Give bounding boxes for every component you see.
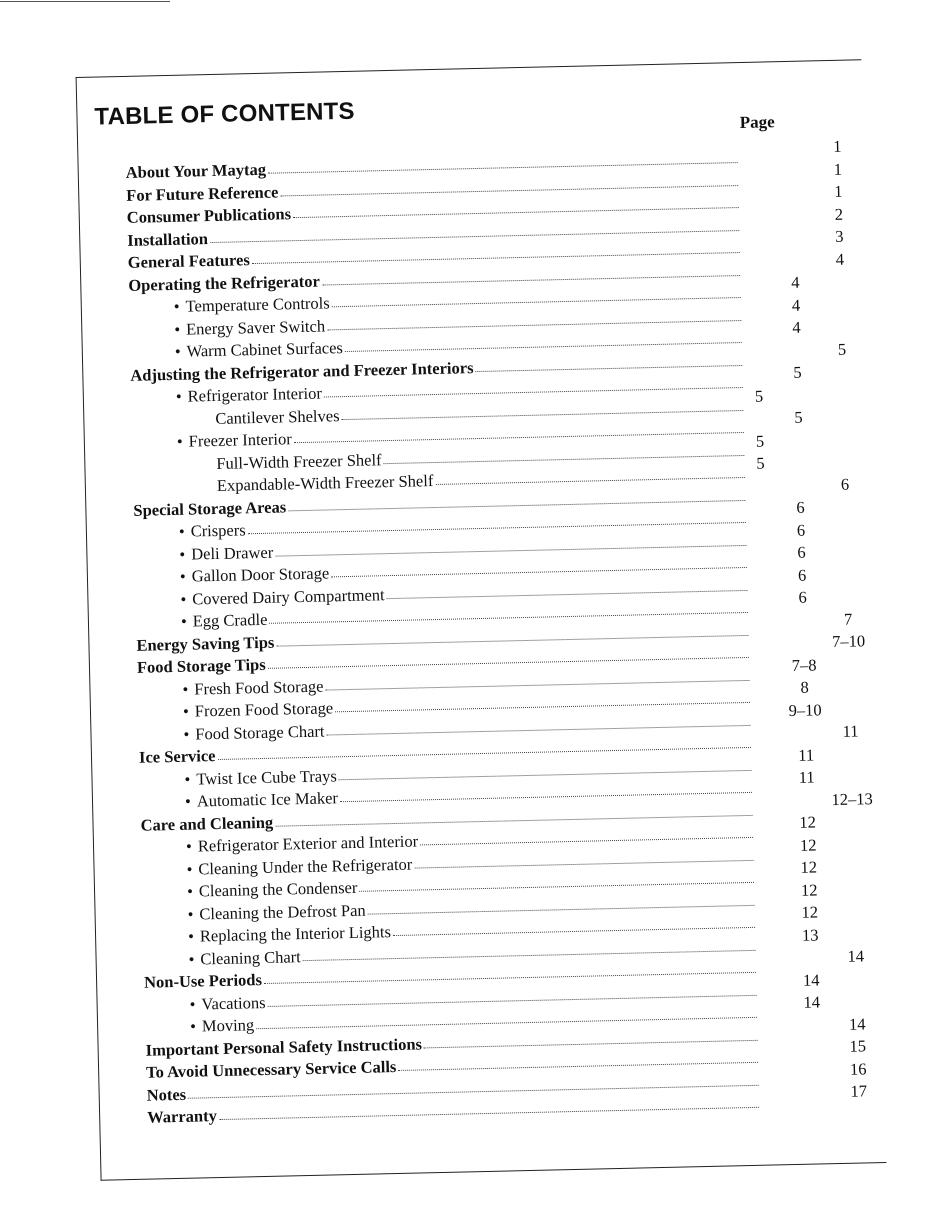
dot-leader [340, 791, 752, 802]
dot-leader [345, 341, 742, 352]
toc-entry-label: General Features [127, 250, 251, 272]
dot-leader [435, 476, 744, 485]
dot-leader [393, 926, 755, 936]
dot-leader [326, 678, 750, 690]
dot-leader [276, 633, 748, 646]
toc-entry-label: • Food Storage Chart [183, 721, 326, 744]
page-column-header: Page [739, 112, 775, 132]
toc-entry-page: 5 [754, 386, 764, 406]
toc-entry-page: 6 [840, 474, 850, 494]
toc-entry-label: Consumer Publications [126, 204, 292, 227]
toc-entry-label: Installation [127, 228, 209, 250]
dot-leader [398, 1061, 758, 1071]
toc-entry-label: Ice Service [138, 746, 216, 767]
toc-entry-label: Full-Width Freezer Shelf [216, 449, 382, 473]
toc-entry-label: Food Storage Tips [136, 654, 266, 677]
dot-leader [339, 768, 752, 779]
dot-leader [268, 656, 749, 669]
toc-entry-label: Expandable-Width Freezer Shelf [216, 471, 434, 495]
dot-leader [331, 566, 747, 577]
toc-entry-page: 4 [835, 249, 845, 269]
dot-leader [387, 588, 748, 598]
toc-entry-label: Notes [146, 1084, 187, 1105]
dot-leader [384, 453, 745, 463]
dot-leader [424, 1038, 758, 1048]
toc-entry-label: • Egg Cradle [181, 610, 270, 632]
toc-entry-page: 14 [847, 946, 865, 966]
toc-entry-page: 13 [801, 924, 819, 945]
toc-entry-label: Special Storage Areas [133, 496, 287, 520]
toc-entry-label: For Future Reference [126, 181, 279, 205]
dot-leader [280, 184, 738, 196]
toc-entry-page: 14 [803, 992, 821, 1012]
toc-list [125, 136, 873, 1130]
toc-entry-page: 12 [801, 902, 819, 922]
toc-entry-label: • Covered Dairy Compartment [180, 585, 387, 610]
dot-leader [268, 161, 738, 174]
toc-entry-label: Care and Cleaning [140, 812, 274, 835]
toc-entry-label: To Avoid Unnecessary Service Calls [145, 1057, 397, 1082]
toc-entry-label: • Twist Ice Cube Trays [184, 766, 339, 789]
toc-entry-page: 14 [802, 969, 820, 990]
toc-entry-label: • Moving [190, 1015, 256, 1036]
toc-entry-label: Cantilever Shelves [215, 405, 340, 428]
toc-entry-page: 12 [799, 834, 817, 855]
toc-entry-label: • Energy Saver Switch [174, 316, 327, 339]
dot-leader [275, 813, 752, 826]
dot-leader [342, 408, 744, 419]
toc-entry-label: • Temperature Controls [174, 293, 332, 317]
toc-entry-label: • Cleaning Chart [188, 947, 303, 970]
toc-entry-label: • Freezer Interior [177, 429, 294, 452]
dot-leader [327, 319, 741, 330]
toc-entry-page: 4 [792, 317, 801, 337]
toc-entry-page: 2 [834, 204, 844, 224]
dot-leader [420, 836, 753, 846]
toc-entry-label: • Vacations [189, 992, 267, 1014]
toc-entry-page: 11 [798, 767, 815, 787]
toc-entry-label: • Replacing the Interior Lights [188, 922, 393, 947]
toc-entry-label: Important Personal Safety Instructions [145, 1033, 423, 1060]
page-title: TABLE OF CONTENTS [94, 97, 356, 131]
toc-entry-page: 12–13 [831, 788, 873, 809]
toc-entry-label: Energy Saving Tips [136, 632, 275, 655]
toc-entry-label: Operating the Refrigerator [128, 271, 320, 295]
toc-entry-page: 6 [798, 587, 807, 607]
toc-entry-label: • Refrigerator Exterior and Interior [186, 831, 421, 856]
toc-entry-label: Non-Use Periods [143, 970, 263, 992]
toc-entry-label: • Gallon Door Storage [180, 563, 332, 586]
toc-entry-page: 7 [843, 609, 853, 629]
toc-entry-page: 6 [796, 497, 805, 517]
toc-entry-page: 1 [833, 136, 842, 156]
dot-leader [335, 701, 750, 712]
dot-leader [268, 993, 757, 1006]
toc-entry-page: 15 [849, 1036, 867, 1056]
toc-entry-label: • Frozen Food Storage [183, 698, 336, 721]
toc-entry-page: 17 [850, 1081, 868, 1101]
dot-leader [359, 881, 754, 892]
toc-entry-label: • Deli Drawer [179, 542, 275, 564]
toc-entry-page: 4 [791, 295, 801, 315]
toc-entry-page: 11 [842, 721, 859, 741]
toc-entry-label: • Cleaning Under the Refrigerator [186, 854, 414, 879]
toc-entry-page: 6 [797, 565, 807, 585]
dot-leader [476, 364, 743, 372]
toc-entry-page: 5 [756, 453, 765, 473]
dot-leader [324, 386, 743, 398]
toc-entry-page: 14 [848, 1013, 866, 1034]
toc-entry-label: Warranty [146, 1106, 218, 1127]
dot-leader [303, 948, 756, 960]
toc-entry-page: 8 [800, 677, 809, 697]
toc-entry-page: 7–8 [791, 654, 817, 675]
toc-entry-page: 5 [837, 339, 847, 359]
toc-entry-page: 12 [800, 857, 818, 877]
toc-entry-label: About Your Maytag [125, 159, 267, 182]
toc-entry-page: 7–10 [831, 631, 866, 652]
dot-leader [327, 723, 751, 735]
toc-entry-page: 5 [793, 362, 802, 382]
dot-leader [294, 431, 744, 443]
toc-entry-page: 1 [833, 159, 843, 179]
toc-entry-label: • Cleaning the Defrost Pan [187, 900, 368, 924]
scan-edge-line [0, 1, 170, 2]
dot-leader [293, 206, 739, 218]
toc-entry-label: • Refrigerator Interior [176, 384, 324, 407]
dot-leader [275, 543, 746, 556]
toc-entry-page: 3 [835, 226, 844, 246]
toc-entry-page: 12 [799, 812, 817, 832]
dot-leader [414, 858, 753, 868]
toc-entry-label: • Automatic Ice Maker [185, 788, 340, 812]
toc-entry-page: 6 [796, 520, 806, 540]
dot-leader [322, 274, 740, 285]
toc-entry-label: Adjusting the Refrigerator and Freezer Interiors [130, 357, 474, 385]
toc-entry-page: 6 [797, 542, 806, 562]
toc-entry-page: 5 [794, 407, 803, 427]
page-frame [76, 59, 887, 1181]
toc-entry-page: 11 [797, 744, 815, 765]
toc-entry-label: • Crispers [179, 520, 248, 542]
toc-entry-page: 16 [849, 1058, 867, 1079]
toc-entry-page: 9–10 [788, 699, 822, 720]
toc-entry-label: • Cleaning the Condenser [187, 878, 360, 902]
toc-entry-label: • Warm Cabinet Surfaces [175, 338, 345, 362]
dot-leader [368, 903, 755, 914]
toc-entry-label: • Fresh Food Storage [182, 676, 325, 699]
dot-leader [269, 611, 747, 624]
toc-entry-page: 5 [755, 431, 765, 451]
toc-entry-page: 12 [800, 879, 818, 900]
dot-leader [332, 296, 741, 307]
dot-leader [252, 251, 740, 264]
toc-entry-page: 4 [791, 272, 800, 292]
dot-leader [219, 1106, 759, 1120]
dot-leader [288, 498, 745, 510]
toc-entry-page: 1 [834, 181, 843, 201]
